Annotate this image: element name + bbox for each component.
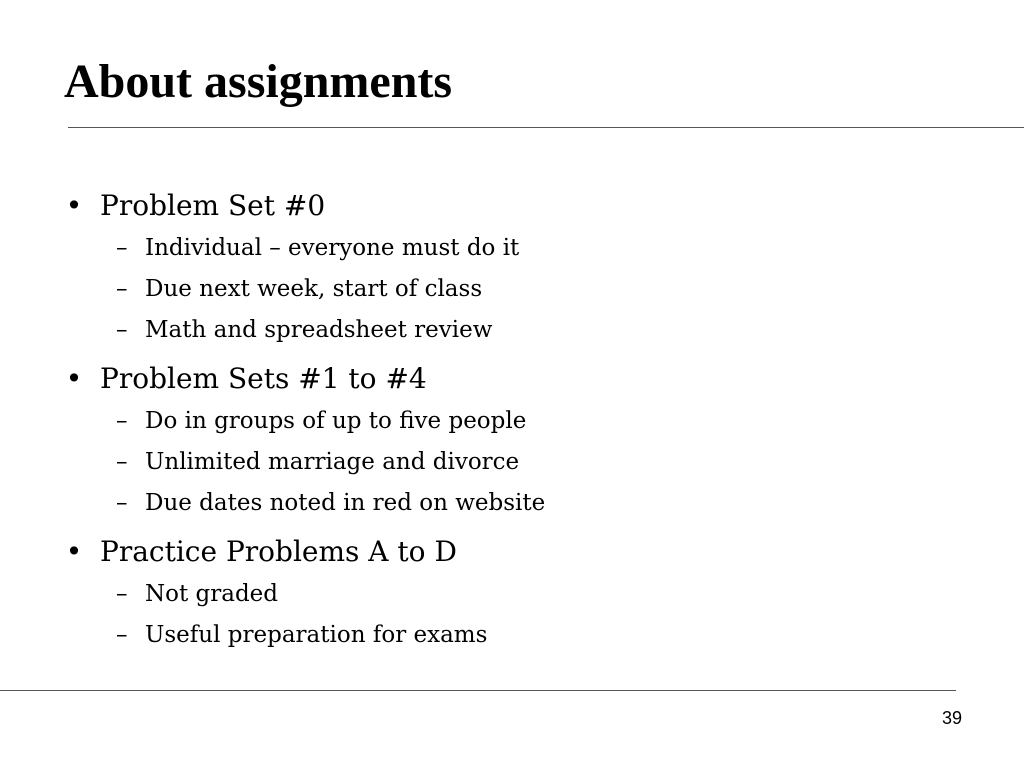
dash-icon: – (116, 235, 128, 261)
dash-icon: – (116, 581, 128, 607)
sub-bullet-text: Due next week, start of class (145, 276, 483, 302)
sub-bullet-text: Unlimited marriage and divorce (145, 449, 520, 475)
dash-icon: – (116, 408, 128, 434)
bullet-list (0, 184, 1000, 662)
bullet-group-2 (0, 357, 1000, 524)
dash-icon: – (116, 622, 128, 648)
sub-bullet-text: Not graded (145, 581, 279, 607)
bullet-text: Problem Sets #1 to #4 (100, 362, 427, 395)
bullet-item (0, 357, 1000, 401)
dash-icon: – (116, 317, 128, 343)
sub-bullet-item (0, 442, 1000, 483)
sub-bullet-text: Math and spreadsheet review (145, 317, 493, 343)
bullet-group-1 (0, 184, 1000, 351)
page-number: 39 (941, 708, 962, 728)
bullet-icon: • (65, 362, 83, 395)
sub-bullet-item (0, 615, 1000, 656)
title-divider (68, 127, 1024, 128)
slide-title: About assignments (64, 55, 453, 108)
bullet-icon: • (65, 535, 83, 568)
footer-divider (0, 690, 956, 691)
dash-icon: – (116, 490, 128, 516)
sub-bullet-item (0, 228, 1000, 269)
bullet-item (0, 530, 1000, 574)
sub-bullet-text: Useful preparation for exams (145, 622, 488, 648)
bullet-text: Practice Problems A to D (100, 535, 457, 568)
sub-bullet-item (0, 310, 1000, 351)
bullet-text: Problem Set #0 (100, 189, 326, 222)
dash-icon: – (116, 449, 128, 475)
sub-bullet-item (0, 483, 1000, 524)
bullet-item (0, 184, 1000, 228)
sub-bullet-text: Do in groups of up to five people (145, 408, 527, 434)
sub-bullet-item (0, 574, 1000, 615)
sub-bullet-text: Individual – everyone must do it (145, 235, 520, 261)
sub-bullet-text: Due dates noted in red on website (145, 490, 546, 516)
sub-bullet-item (0, 401, 1000, 442)
dash-icon: – (116, 276, 128, 302)
bullet-group-3 (0, 530, 1000, 656)
bullet-icon: • (65, 189, 83, 222)
sub-bullet-item (0, 269, 1000, 310)
